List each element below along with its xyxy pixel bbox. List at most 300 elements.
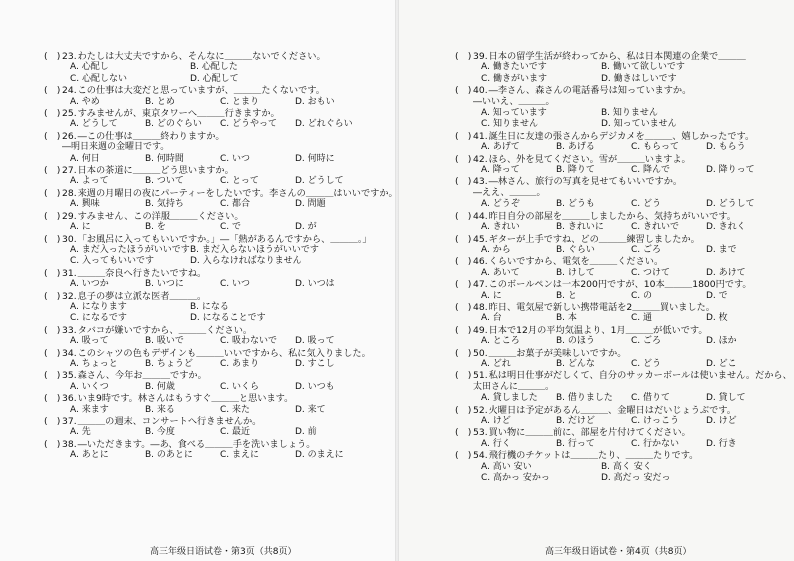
answer-option: B. 高く 安く — [601, 461, 652, 472]
question-stem — [44, 85, 379, 96]
question-text-continued: 太田さんに＿＿＿。 — [473, 381, 555, 392]
answer-option: C. 最近 — [220, 427, 251, 438]
answer-option: B. どんな — [556, 358, 595, 369]
answer-option: D. どれぐらい — [295, 119, 353, 130]
answer-option: A. どれ — [481, 358, 511, 369]
answer-option: A. まだ入ったほうがいいです — [70, 244, 190, 255]
answer-option: A. 貸しました — [481, 393, 538, 404]
answer-option: B. と — [556, 290, 577, 301]
question-stem — [455, 256, 785, 267]
question-stem — [455, 176, 785, 187]
question-number: 37. — [62, 416, 77, 427]
question-text: 買い物に＿＿＿前に、部屋を片付けてください。 — [488, 427, 691, 439]
question-stem — [455, 325, 785, 336]
answer-option: D. おもい — [295, 96, 335, 107]
question-text: ＿＿＿奈良へ行きたいですね。 — [77, 267, 207, 279]
question-item — [44, 370, 379, 393]
question-stem — [44, 370, 379, 381]
option-row — [455, 462, 785, 473]
question-text: ―李さん、森さんの電話番号は知っていますか。 — [488, 85, 692, 97]
answer-option: C. で — [220, 222, 242, 233]
answer-bracket[interactable]: ( ) — [455, 85, 472, 97]
answer-option: C. ごろ — [631, 336, 662, 347]
answer-option: C. とって — [220, 176, 259, 187]
question-item — [44, 108, 379, 131]
answer-option: B. だけど — [556, 416, 595, 426]
answer-option: A. きれい — [481, 222, 520, 233]
question-number: 48. — [473, 301, 488, 313]
option-row — [455, 473, 785, 484]
answer-option: D. 知っていません — [601, 119, 677, 130]
question-number: 46. — [473, 256, 488, 268]
question-number: 38. — [62, 438, 77, 450]
answer-option: D. きれく — [706, 222, 746, 233]
answer-option: A. になります — [70, 301, 127, 312]
question-text: 日本の留学生活が終わってから、私は日本関連の企業で＿＿＿ — [488, 51, 746, 62]
question-number: 26. — [62, 130, 77, 142]
answer-option: C. きれいで — [631, 222, 680, 233]
answer-option: B. になる — [190, 301, 229, 312]
answer-option: C. 心配しない — [70, 73, 128, 84]
option-row — [44, 199, 379, 210]
page-footer-left: 高三年级日语试卷・第3页（共8页） — [150, 547, 297, 557]
answer-option: C. 借りて — [631, 393, 671, 404]
question-stem — [44, 268, 379, 279]
option-row — [44, 405, 379, 416]
question-stem — [455, 211, 785, 222]
question-item — [455, 427, 785, 450]
answer-option: A. 吸って — [70, 336, 109, 347]
answer-option: A. 知っています — [481, 108, 547, 119]
answer-option: C. あまり — [220, 358, 260, 369]
question-stem — [44, 234, 379, 245]
answer-option: B. 知りません — [601, 108, 658, 119]
question-text: ―林さん、旅行の写真を見せてもいいですか。 — [488, 176, 683, 188]
answer-option: A. あいて — [481, 267, 520, 278]
question-number: 23. — [62, 51, 77, 62]
answer-option: B. のあとに — [145, 450, 193, 461]
option-row — [455, 416, 785, 427]
question-text: いま9時です。林さんはもうすぐ＿＿＿と思います。 — [77, 393, 294, 405]
answer-option: C. 吸わないで — [220, 336, 278, 347]
answer-option: D. いつも — [295, 381, 335, 392]
answer-option: D. になることです — [190, 313, 266, 324]
answer-option: A. 台 — [481, 313, 502, 324]
answer-option: D. 高だっ 安だっ — [601, 473, 671, 484]
answer-option: D. 前 — [295, 427, 317, 438]
question-text-continued: ―いいえ、＿＿＿。 — [473, 96, 555, 107]
answer-bracket[interactable]: ( ) — [44, 165, 61, 177]
question-item — [455, 154, 785, 177]
answer-option: D. 吸って — [295, 336, 335, 347]
question-number: 51. — [473, 370, 488, 382]
option-row — [455, 336, 785, 347]
answer-option: D. どうして — [295, 176, 344, 187]
answer-option: C. 通 — [631, 313, 653, 324]
page-gutter — [395, 0, 399, 561]
answer-option: C. どう — [631, 358, 662, 369]
option-row — [455, 62, 785, 73]
answer-option: D. が — [295, 222, 317, 233]
answer-option: C. 高かっ 安かっ — [481, 473, 550, 484]
question-item — [455, 325, 785, 348]
question-stem — [44, 187, 398, 199]
option-row — [44, 222, 379, 233]
question-number: 29. — [62, 210, 77, 222]
question-stem — [44, 325, 379, 336]
answer-option: C. どう — [631, 199, 662, 210]
answer-option: A. どうぞ — [481, 199, 520, 210]
question-item — [44, 393, 379, 416]
question-text: ―いただきます。―あ、食べる＿＿＿手を洗いましょう。 — [77, 438, 316, 450]
answer-option: A. 働きたいです — [481, 62, 547, 73]
answer-option: B. ついて — [145, 176, 184, 187]
question-stem — [455, 405, 785, 416]
question-stem — [455, 348, 785, 359]
answer-bracket[interactable]: ( ) — [455, 324, 472, 336]
answer-option: A. どうして — [70, 119, 118, 130]
answer-bracket[interactable]: ( ) — [455, 427, 472, 439]
answer-bracket[interactable]: ( ) — [44, 267, 61, 279]
option-row — [44, 336, 379, 347]
option-row — [44, 313, 379, 324]
question-list-right — [455, 51, 792, 484]
question-item — [455, 450, 785, 484]
answer-bracket[interactable]: ( ) — [44, 108, 61, 120]
answer-option: C. 働きがいます — [481, 73, 548, 84]
answer-option: B. 吸いで — [145, 336, 184, 347]
answer-option: C. になるです — [70, 313, 127, 324]
option-row — [44, 176, 379, 187]
answer-bracket[interactable]: ( ) — [44, 370, 61, 382]
question-item — [44, 439, 379, 462]
answer-option: A. あげて — [481, 142, 520, 153]
answer-option: B. まだ入らないほうがいいです — [190, 244, 319, 255]
answer-option: C. とまり — [220, 96, 260, 107]
answer-option: D. 何時に — [295, 153, 335, 164]
question-number: 53. — [473, 427, 488, 439]
answer-option: A. 行く — [481, 438, 511, 449]
question-stem — [44, 108, 379, 119]
answer-option: B. 気持ち — [145, 199, 184, 210]
option-row — [455, 165, 785, 176]
option-row — [455, 199, 785, 210]
option-row — [455, 142, 785, 153]
answer-option: C. まえに — [220, 450, 260, 461]
question-number: 32. — [62, 290, 77, 302]
question-text: 息子の夢は立派な医者＿＿＿。 — [77, 290, 207, 302]
question-stem — [455, 131, 785, 142]
answer-option: C. 来た — [220, 404, 251, 415]
question-text: このボールペンは一本200円ですが、10本＿＿＿1800円です。 — [488, 279, 752, 291]
question-stem — [455, 302, 785, 313]
question-number: 41. — [473, 130, 488, 142]
question-number: 50. — [473, 347, 488, 359]
answer-bracket[interactable]: ( ) — [455, 347, 472, 359]
answer-bracket[interactable]: ( ) — [44, 187, 61, 199]
question-item — [44, 187, 398, 211]
question-item — [44, 131, 379, 165]
answer-option: A. に — [481, 290, 502, 301]
question-text: ―この仕事は＿＿＿終わりますか。 — [77, 130, 225, 142]
answer-bracket[interactable]: ( ) — [455, 153, 472, 165]
question-text-continued: ―明日来週の金曜日です。 — [62, 142, 170, 153]
answer-bracket[interactable]: ( ) — [44, 347, 61, 359]
answer-bracket[interactable]: ( ) — [455, 404, 472, 416]
question-stem — [455, 51, 785, 62]
answer-option: A. 降って — [481, 165, 520, 176]
answer-bracket[interactable]: ( ) — [44, 130, 61, 142]
question-item — [44, 348, 379, 371]
question-number: 52. — [473, 404, 488, 416]
answer-option: B. きれいに — [556, 222, 604, 233]
question-item — [455, 405, 785, 428]
answer-option: B. 何時間 — [145, 153, 184, 164]
answer-option: B. を — [145, 222, 166, 233]
question-stem — [44, 348, 379, 359]
answer-option: A. ちょっと — [70, 358, 118, 369]
question-number: 27. — [62, 165, 77, 177]
answer-bracket[interactable]: ( ) — [455, 256, 472, 268]
option-row — [455, 268, 785, 279]
question-stem — [455, 234, 785, 245]
answer-bracket[interactable]: ( ) — [455, 210, 472, 222]
question-stem — [44, 211, 379, 222]
answer-option: D. 来て — [295, 404, 326, 415]
answer-option: A. 心配し — [70, 62, 109, 73]
answer-option: D. 降りって — [706, 165, 755, 176]
answer-option: C. いくら — [220, 381, 260, 392]
answer-option: D. 問題 — [295, 199, 326, 210]
answer-option: C. 行かない — [631, 438, 680, 449]
answer-option: A. ところ — [481, 336, 520, 347]
answer-bracket[interactable]: ( ) — [44, 438, 61, 450]
question-stem — [455, 279, 785, 290]
question-number: 54. — [473, 450, 488, 462]
question-text: ＿＿＿の週末、コンサートへ行きませんか。 — [77, 416, 262, 427]
answer-option: B. けして — [556, 267, 595, 278]
answer-option: A. 先 — [70, 427, 91, 438]
question-text: 昨日、電気屋で新しい携帯電話を2＿＿＿買いました。 — [488, 301, 715, 313]
answer-option: A. あとに — [70, 450, 109, 461]
answer-option: D. 枚 — [706, 313, 728, 324]
question-number: 24. — [62, 85, 77, 97]
question-number: 25. — [62, 108, 77, 120]
option-row — [455, 119, 785, 130]
option-row — [44, 154, 379, 165]
option-row — [44, 302, 379, 313]
answer-option: D. けど — [706, 416, 737, 426]
answer-option: B. いつに — [145, 279, 184, 290]
question-item — [44, 85, 379, 108]
option-row — [44, 74, 379, 85]
option-row — [44, 427, 379, 438]
question-item — [455, 302, 785, 325]
question-number: 28. — [62, 187, 77, 199]
question-text: 昨日自分の部屋を＿＿＿しましたから、気持ちがいいです。 — [488, 210, 736, 222]
question-item — [455, 85, 785, 131]
question-text: くらいですから、電気を＿＿＿ください。 — [488, 256, 664, 268]
option-row — [455, 245, 785, 256]
answer-option: A. 来ます — [70, 404, 109, 415]
answer-option: B. 何歳 — [145, 381, 175, 392]
answer-option: D. のまえに — [295, 450, 344, 461]
question-stem — [44, 165, 379, 176]
option-row — [455, 393, 785, 404]
answer-bracket[interactable]: ( ) — [455, 279, 472, 291]
option-row — [44, 245, 379, 256]
answer-option: B. どのぐらい — [145, 119, 202, 130]
option-row — [44, 382, 379, 393]
question-text: ギターが上手ですね、どの＿＿＿練習しましたか。 — [488, 233, 700, 245]
answer-option: D. で — [706, 290, 728, 301]
question-text: 来週の月曜日の夜にパーティーをしたいです。李さんの＿＿＿はいいですか。 — [77, 187, 398, 199]
question-stem — [44, 51, 379, 62]
answer-option: A. 興味 — [70, 199, 100, 210]
answer-option: A. から — [481, 244, 511, 255]
answer-bracket[interactable]: ( ) — [44, 393, 61, 405]
answer-option: D. すこし — [295, 358, 335, 369]
option-row — [455, 108, 785, 119]
answer-option: D. いつは — [295, 279, 335, 290]
question-number: 42. — [473, 153, 488, 165]
question-text: すみません、この洋服＿＿＿ください。 — [77, 210, 244, 222]
answer-option: A. やめ — [70, 96, 100, 107]
question-text: このシャツの色もデザインも＿＿＿いいですから、私に気入りました。 — [77, 347, 371, 359]
answer-option: D. 働きはしいです — [601, 73, 677, 84]
question-item — [455, 176, 785, 210]
question-number: 47. — [473, 279, 488, 291]
answer-option: D. 心配して — [190, 73, 239, 84]
question-item — [455, 370, 792, 404]
option-row — [455, 359, 785, 370]
question-item — [44, 234, 379, 268]
question-number: 45. — [473, 233, 488, 245]
question-text: 日本の茶道に＿＿＿どう思いますか。 — [77, 165, 234, 177]
question-item — [455, 234, 785, 257]
question-number: 33. — [62, 324, 77, 336]
answer-option: C. 知りません — [481, 119, 539, 130]
answer-option: D. 行き — [706, 438, 737, 449]
option-row — [455, 74, 785, 85]
question-stem — [455, 427, 785, 438]
answer-option: B. とめ — [145, 96, 175, 107]
answer-option: D. あけて — [706, 267, 746, 278]
question-text: わたしは大丈夫ですから、そんなに＿＿＿ないでください。 — [77, 51, 326, 62]
answer-bracket[interactable]: ( ) — [455, 370, 472, 382]
answer-bracket[interactable]: ( ) — [44, 85, 61, 97]
question-number: 40. — [473, 85, 488, 97]
answer-bracket[interactable]: ( ) — [44, 233, 61, 245]
answer-bracket[interactable]: ( ) — [44, 51, 61, 62]
question-item — [455, 279, 785, 302]
question-item — [455, 131, 785, 154]
question-text: 私は明日仕事がだしくて、自分のサッカーボールは使いません。だから、 — [488, 370, 792, 382]
option-row — [44, 119, 379, 130]
answer-option: B. ちょうど — [145, 358, 193, 369]
answer-option: B. のほう — [556, 336, 595, 347]
answer-option: B. あげる — [556, 142, 595, 153]
question-stem — [44, 393, 379, 404]
option-row — [455, 439, 785, 450]
question-text: 日本で12月の平均気温より、1月＿＿＿が低いです。 — [488, 324, 708, 336]
option-row — [44, 359, 379, 370]
answer-option: B. 借りました — [556, 393, 613, 404]
question-number: 36. — [62, 393, 77, 405]
question-stem — [44, 416, 379, 427]
answer-option: D. どこ — [706, 358, 737, 369]
question-stem — [455, 370, 792, 382]
question-item — [455, 348, 785, 371]
answer-bracket[interactable]: ( ) — [455, 233, 472, 245]
question-number: 43. — [473, 176, 488, 188]
answer-option: C. つけて — [631, 267, 671, 278]
answer-bracket[interactable]: ( ) — [455, 450, 472, 462]
answer-option: B. 本 — [556, 313, 577, 324]
option-row — [44, 256, 379, 267]
answer-bracket[interactable]: ( ) — [44, 290, 61, 302]
answer-option: C. 都合 — [220, 199, 251, 210]
option-row — [455, 313, 785, 324]
question-number: 49. — [473, 324, 488, 336]
question-item — [44, 165, 379, 188]
answer-option: A. 高い 安い — [481, 461, 532, 472]
question-item — [455, 211, 785, 234]
answer-option: B. 来る — [145, 404, 175, 415]
option-row — [455, 222, 785, 233]
answer-option: D. もらう — [706, 142, 746, 153]
answer-bracket[interactable]: ( ) — [455, 51, 472, 62]
question-number: 31. — [62, 267, 77, 279]
answer-option: C. けっこう — [631, 416, 680, 426]
page-footer-right: 高三年级日语试卷・第4页（共8页） — [545, 547, 692, 557]
question-number: 35. — [62, 370, 77, 382]
answer-option: C. の — [631, 290, 653, 301]
answer-option: A. 何日 — [70, 153, 100, 164]
answer-option: D. どうして — [706, 199, 755, 210]
answer-option: C. ごろ — [631, 244, 662, 255]
answer-bracket[interactable]: ( ) — [44, 210, 61, 222]
answer-option: B. ぐらい — [556, 244, 595, 255]
question-text: 飛行機のチケットは＿＿＿たり、＿＿＿たりです。 — [488, 450, 699, 462]
question-text: ほら、外を見てください。雪が＿＿＿いますよ。 — [488, 153, 691, 165]
answer-option: D. 貸して — [706, 393, 746, 404]
option-row — [44, 450, 379, 461]
question-item — [44, 211, 379, 234]
answer-option: B. 降りて — [556, 165, 595, 176]
answer-bracket[interactable]: ( ) — [455, 176, 472, 188]
question-text: 「お風呂に入ってもいいですか。」―「熱があるんですから、＿＿＿。」 — [77, 233, 372, 245]
question-item — [455, 256, 785, 279]
question-item — [44, 268, 379, 291]
question-stem — [455, 154, 785, 165]
answer-option: B. 今度 — [145, 427, 175, 438]
answer-bracket[interactable]: ( ) — [455, 301, 472, 313]
answer-bracket[interactable]: ( ) — [455, 130, 472, 142]
question-text: 森さん、今年お＿＿＿ですか。 — [77, 370, 207, 382]
answer-bracket[interactable]: ( ) — [44, 416, 61, 427]
answer-bracket[interactable]: ( ) — [44, 324, 61, 336]
answer-option: A. いくつ — [70, 381, 109, 392]
question-number: 30. — [62, 233, 77, 245]
question-list-left — [44, 51, 398, 462]
answer-option: C. 入ってもいいです — [70, 256, 155, 267]
question-item — [44, 325, 379, 348]
answer-option: A. いつか — [70, 279, 109, 290]
option-row — [44, 97, 379, 108]
question-number: 44. — [473, 210, 488, 222]
answer-option: D. まで — [706, 244, 737, 255]
